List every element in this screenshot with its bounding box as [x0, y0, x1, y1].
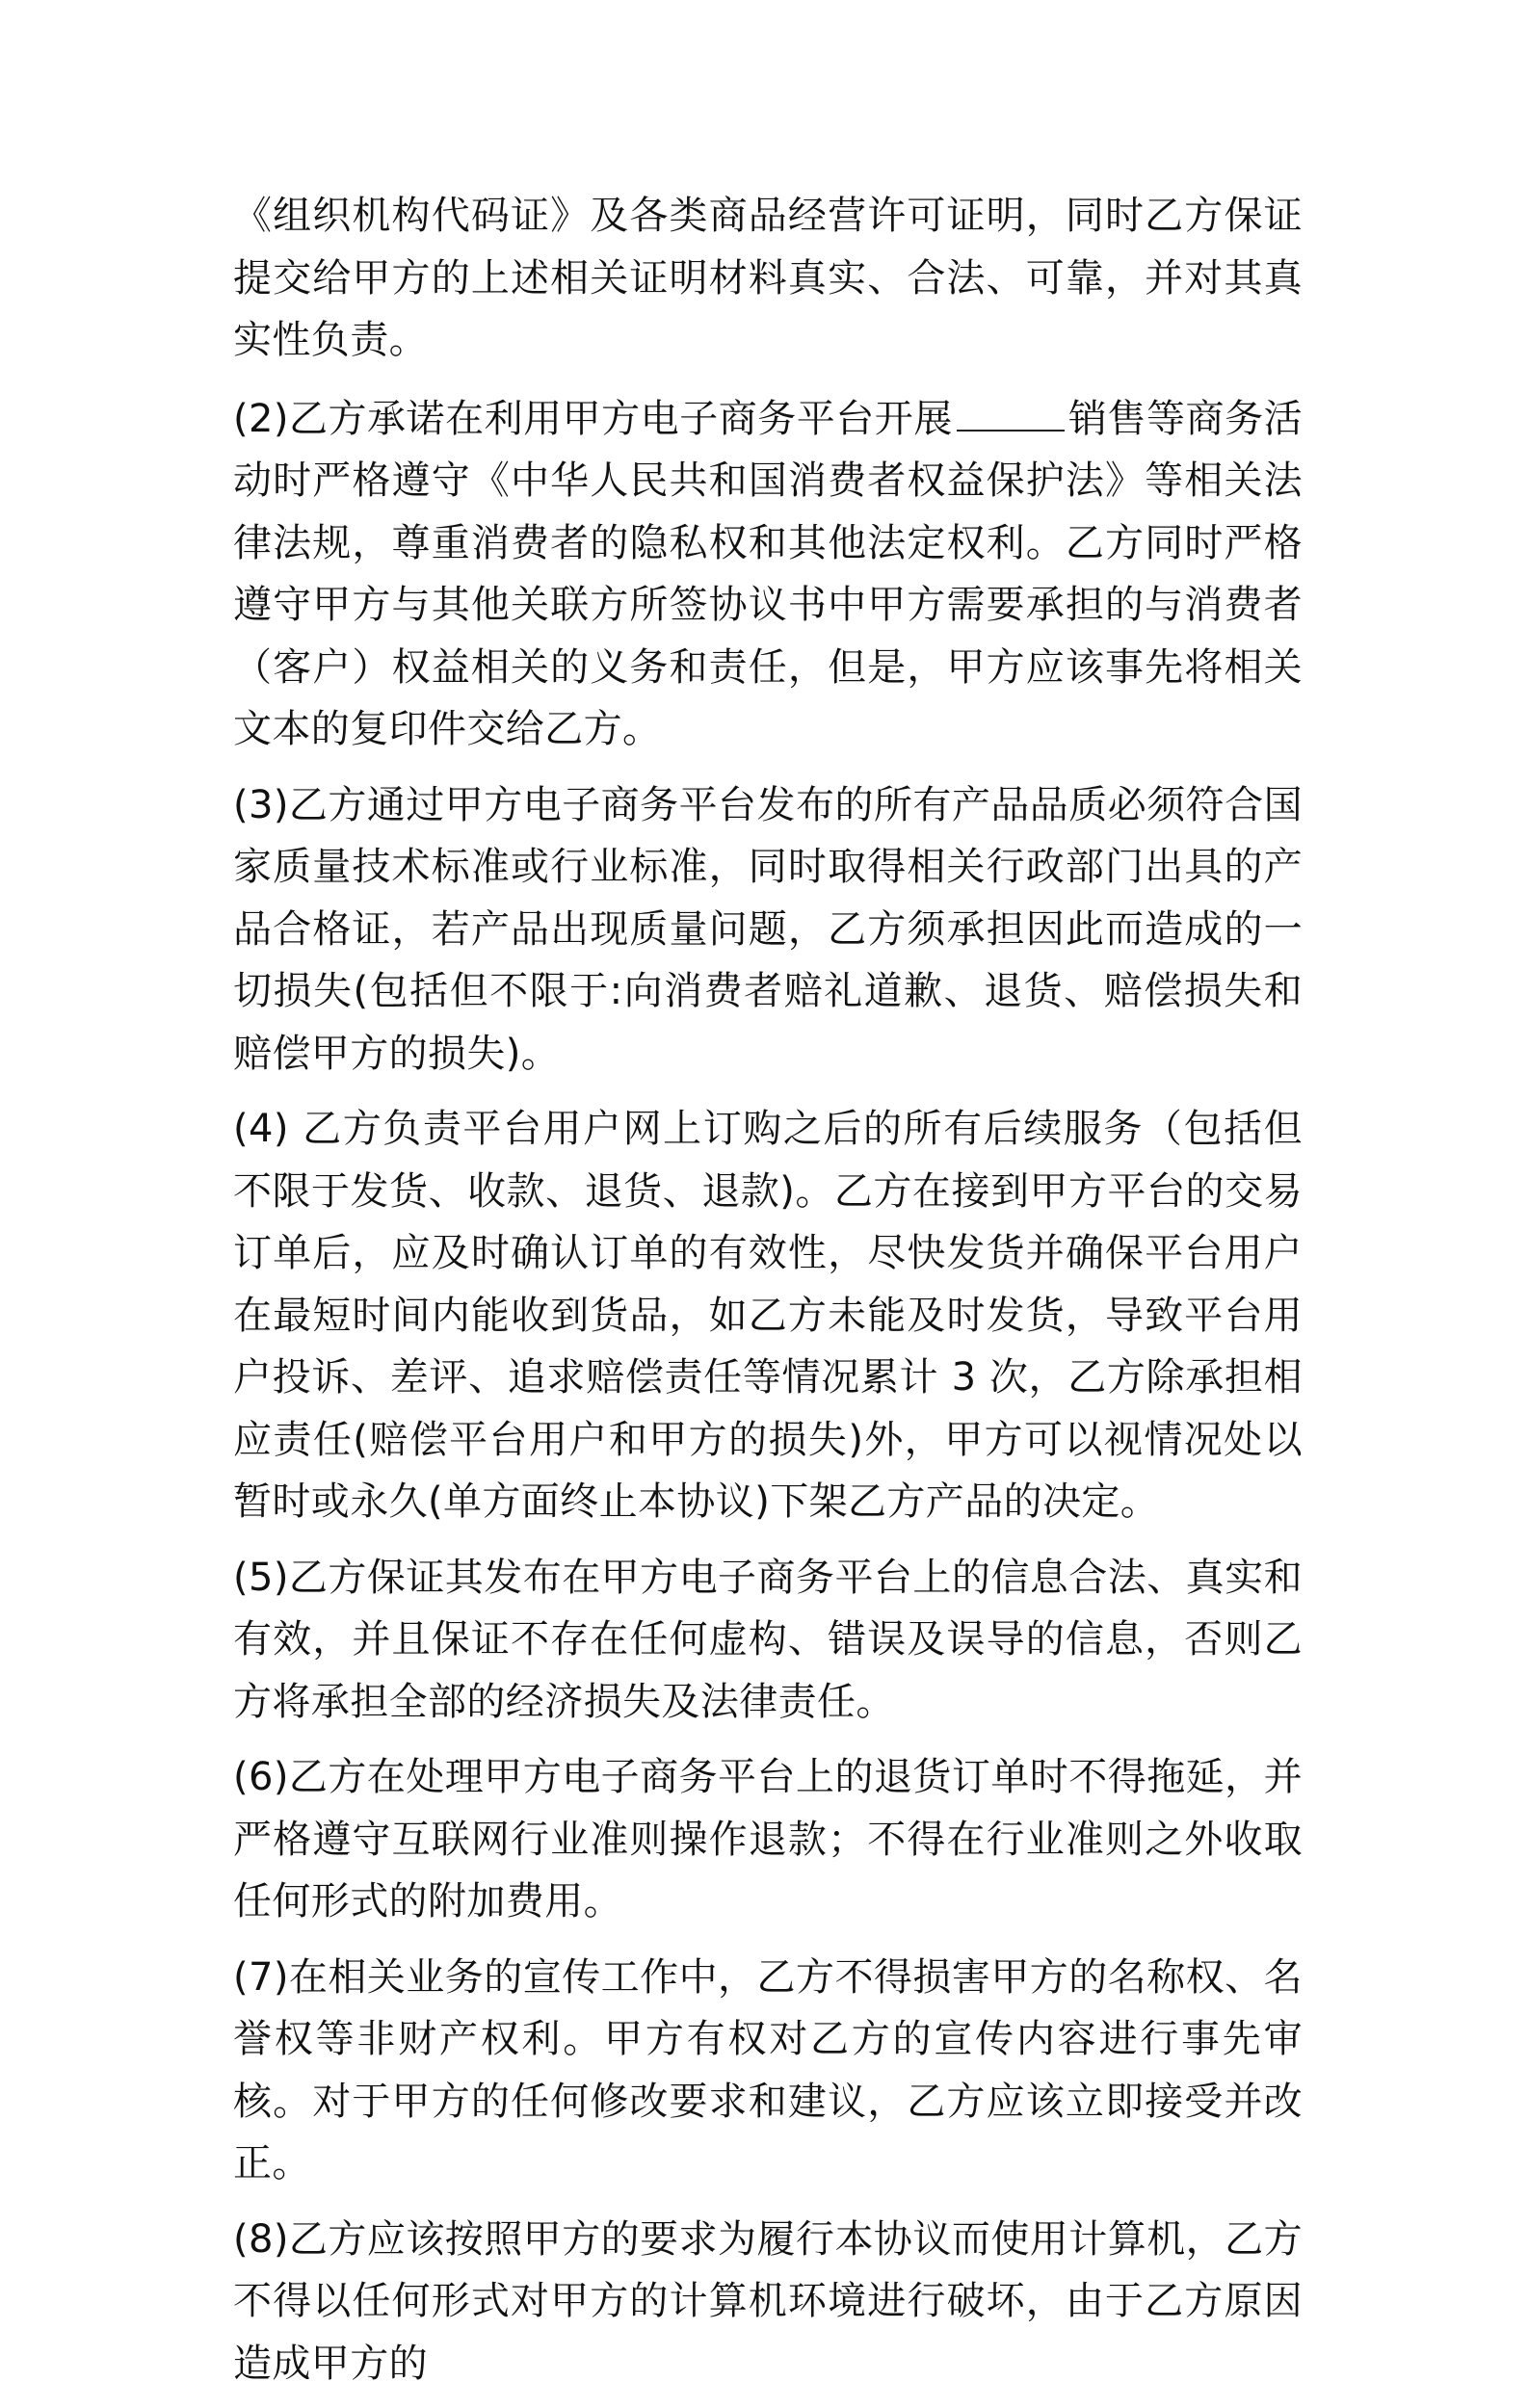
fill-in-blank: [957, 385, 1065, 432]
document-body: [233, 185, 1303, 2408]
intro-paragraph: 《组织机构代码证》及各类商品经营许可证明，同时乙方保证提交给甲方的上述相关证明材料真实、合法、可靠，并对其真实性负责。: [233, 194, 1303, 362]
clause-5: (5)乙方保证其发布在甲方电子商务平台上的信息合法、真实和有效，并且保证不存在任何虚构、错误及误导的信息，否则乙方将承担全部的经济损失及法律责任。: [233, 1555, 1303, 1724]
clause-2-text-after: 销售等商务活动时严格遵守《中华人民共和国消费者权益保护法》等相关法律法规，尊重消费者的隐私权和其他法定权利。乙方同时严格遵守甲方与其他关联方所签协议书中甲方需要承担的与消费者（客户）权益相关的义务和责任，但是，甲方应该事先将相关文本的复印件交给乙方。: [233, 396, 1303, 751]
clause-6: (6)乙方在处理甲方电子商务平台上的退货订单时不得拖延，并严格遵守互联网行业准则操作退款；不得在行业准则之外收取任何形式的附加费用。: [233, 1755, 1303, 1924]
clause-7: (7)在相关业务的宣传工作中，乙方不得损害甲方的名称权、名誉权等非财产权利。甲方有权对乙方的宣传内容进行事先审核。对于甲方的任何修改要求和建议，乙方应该立即接受并改正。: [233, 1954, 1303, 2186]
clause-2: [233, 385, 1303, 761]
clause-8: (8)乙方应该按照甲方的要求为履行本协议而使用计算机，乙方不得以任何形式对甲方的计算机环境进行破坏，由于乙方原因造成甲方的: [233, 2216, 1303, 2386]
clause-2-text-before: (2)乙方承诺在利用甲方电子商务平台开展: [233, 396, 953, 441]
clause-4: (4) 乙方负责平台用户网上订购之后的所有后续服务（包括但不限于发货、收款、退货、退款)。乙方在接到甲方平台的交易订单后，应及时确认订单的有效性，尽快发货并确保平台用户在最短时间内能收到货品，如乙方未能及时发货，导致平台用户投诉、差评、追求赔偿责任等情况累计 3 次，乙方除承担相应责任(赔偿平台用户和甲方的损失)外，甲方可以视情况处以暂时或永久(单方面终止本协议)下架乙方产品的决定。: [233, 1107, 1303, 1524]
clause-3: (3)乙方通过甲方电子商务平台发布的所有产品品质必须符合国家质量技术标准或行业标准，同时取得相关行政部门出具的产品合格证，若产品出现质量问题，乙方须承担因此而造成的一切损失(包括但不限于:向消费者赔礼道歉、退货、赔偿损失和赔偿甲方的损失)。: [233, 782, 1303, 1076]
